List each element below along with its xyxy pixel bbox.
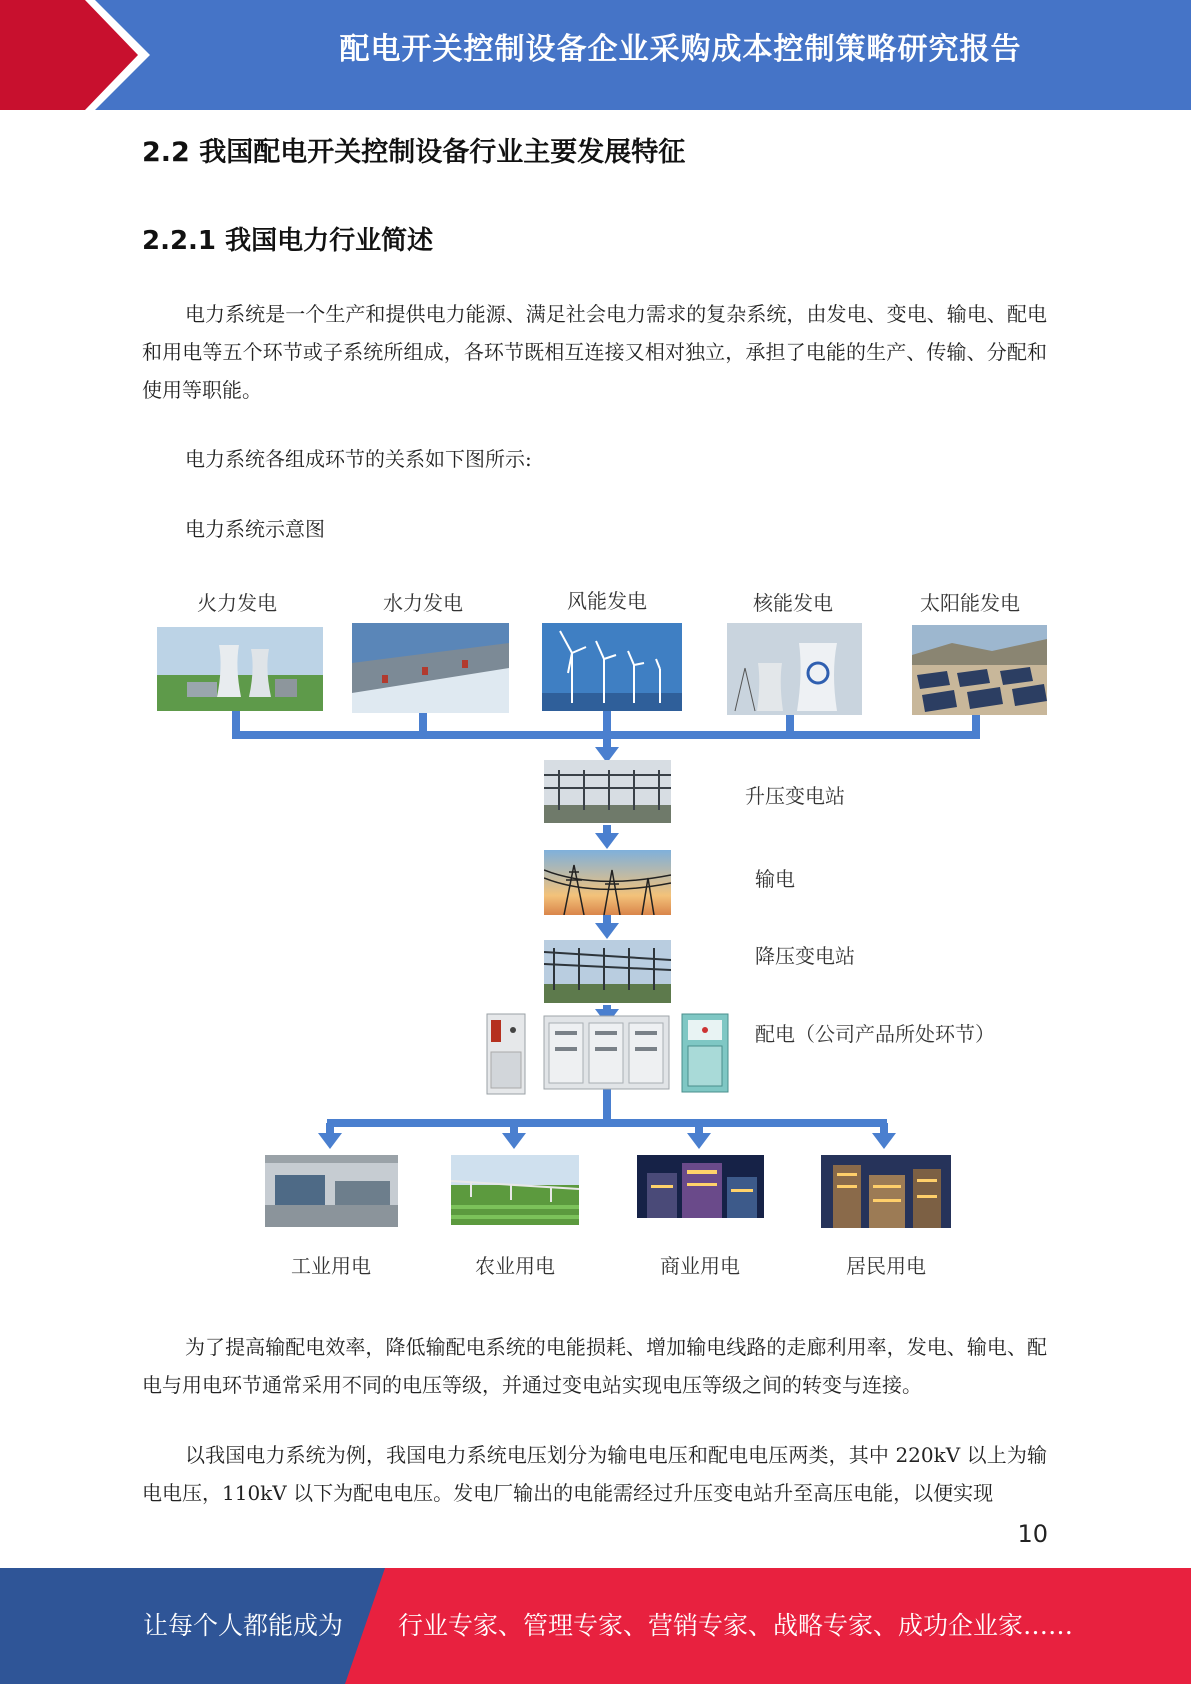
agricultural-electricity-image	[451, 1155, 579, 1225]
header-chevron-icon	[0, 0, 160, 110]
paragraph-5: 以我国电力系统为例，我国电力系统电压划分为输电电压和配电电压两类，其中 220kV 以上为输电电压，110kV 以下为配电电压。发电厂输出的电能需经过升压变电站升至高压电能，以便实现	[142, 1443, 1047, 1505]
label-transmission: 输电	[755, 867, 795, 891]
header-bar	[0, 0, 1191, 110]
label-nuclear-power: 核能发电	[753, 591, 833, 615]
switchgear-cabinet-right-image	[680, 1012, 730, 1094]
label-step-down-substation: 降压变电站	[755, 944, 855, 968]
residential-electricity-image	[821, 1155, 951, 1228]
step-up-substation-image	[544, 760, 671, 823]
transmission-lines-image	[544, 850, 671, 915]
label-agricultural-electricity: 农业用电	[475, 1254, 555, 1278]
power-system-diagram	[150, 575, 1050, 1285]
footer-slogan-left: 让每个人都能成为	[143, 1611, 344, 1640]
label-wind-power: 风能发电	[567, 589, 647, 613]
label-industrial-electricity: 工业用电	[291, 1254, 371, 1278]
figure-caption: 电力系统示意图	[185, 517, 325, 541]
footer-slogan-right: 行业专家、管理专家、营销专家、战略专家、成功企业家……	[398, 1611, 1074, 1640]
label-distribution: 配电（公司产品所处环节）	[755, 1022, 995, 1046]
label-solar-power: 太阳能发电	[920, 591, 1020, 615]
header-title: 配电开关控制设备企业采购成本控制策略研究报告	[339, 32, 1022, 67]
label-residential-electricity: 居民用电	[846, 1254, 926, 1278]
nuclear-power-plant-image	[727, 623, 862, 715]
switchgear-cabinet-left-image	[485, 1012, 527, 1097]
footer-bar	[0, 1568, 1191, 1684]
paragraph-1: 电力系统是一个生产和提供电力能源、满足社会电力需求的复杂系统，由发电、变电、输电、配电和用电等五个环节或子系统所组成，各环节既相互连接又相对独立，承担了电能的生产、传输、分配和使用等职能。	[142, 302, 1047, 402]
section-heading: 2.2 我国配电开关控制设备行业主要发展特征	[142, 137, 686, 168]
subsection-heading: 2.2.1 我国电力行业简述	[142, 226, 434, 256]
industrial-electricity-image	[265, 1155, 398, 1227]
solar-panels-image	[912, 625, 1047, 715]
page-number: 10	[1017, 1520, 1048, 1548]
switchgear-cabinet-center-image	[543, 1015, 670, 1090]
paragraph-2: 电力系统各组成环节的关系如下图所示:	[185, 447, 532, 471]
step-down-substation-image	[544, 940, 671, 1003]
label-step-up-substation: 升压变电站	[745, 784, 845, 808]
wind-turbines-image	[542, 623, 682, 711]
hydro-power-dam-image	[352, 623, 509, 713]
paragraph-4: 为了提高输配电效率，降低输配电系统的电能损耗、增加输电线路的走廊利用率，发电、输电、配电与用电环节通常采用不同的电压等级，并通过变电站实现电压等级之间的转变与连接。	[142, 1335, 1047, 1397]
thermal-power-plant-image	[157, 627, 323, 711]
label-thermal-power: 火力发电	[197, 591, 277, 615]
label-commercial-electricity: 商业用电	[660, 1254, 740, 1278]
commercial-electricity-image	[637, 1155, 764, 1218]
label-hydro-power: 水力发电	[383, 591, 463, 615]
